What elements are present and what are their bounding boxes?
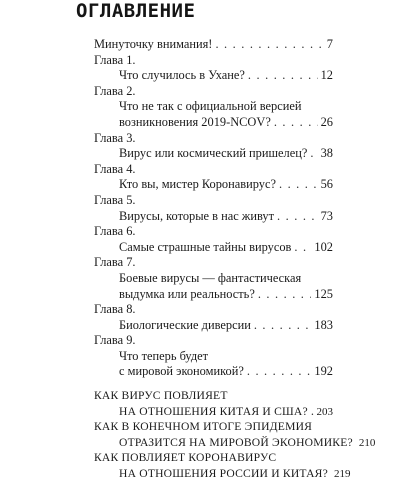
toc-entry-title: КАК В КОНЕЧНОМ ИТОГЕ ЭПИДЕМИЯ: [94, 420, 313, 434]
dot-leader: [310, 146, 317, 162]
toc-page-number: 12: [320, 68, 333, 83]
toc-entry: [94, 37, 333, 53]
toc-entry-title: Кто вы, мистер Коронавирус?: [119, 177, 276, 192]
toc-entry: [94, 68, 333, 84]
toc-entry-title: Минуточку внимания!: [94, 37, 213, 51]
toc-entry-heading: [94, 53, 333, 69]
toc-entry-title: Вирусы, которые в нас живут: [119, 208, 275, 223]
toc-entry-title: ОТРАЗИТСЯ НА МИРОВОЙ ЭКОНОМИКЕ?: [119, 435, 353, 449]
toc-entry-heading: [94, 131, 333, 147]
dot-leader: [215, 37, 323, 53]
toc-entry-title: Глава 9.: [94, 333, 136, 348]
page-title: ОГЛАВЛЕНИЕ: [76, 0, 196, 22]
dot-leader: [274, 115, 318, 131]
toc-entry: [94, 240, 333, 256]
toc-entry: [94, 146, 333, 162]
table-of-contents: [94, 37, 376, 482]
toc-entry-heading: [94, 162, 333, 178]
toc-entry: [94, 209, 333, 225]
toc-entry: [94, 287, 333, 303]
toc-entry-title: НА ОТНОШЕНИЯ РОССИИ И КИТАЯ?: [119, 467, 328, 481]
toc-entry-title: Самые страшные тайны вирусов: [119, 239, 292, 254]
toc-entry-title: Глава 7.: [94, 255, 136, 270]
dot-leader: [248, 68, 318, 84]
toc-entry: [94, 318, 333, 334]
toc-entry-heading: [94, 302, 333, 318]
toc-entry: [94, 466, 351, 482]
toc-entry-heading: [94, 419, 333, 435]
toc-entry-title: Глава 4.: [94, 161, 136, 176]
toc-page-number: 38: [320, 146, 333, 161]
toc-page-number: 210: [358, 436, 376, 449]
toc-entry: [94, 364, 333, 380]
dot-leader: [258, 287, 312, 303]
toc-entry-heading: [94, 333, 333, 349]
toc-entry-title: Глава 6.: [94, 224, 136, 239]
toc-entry-heading: [94, 349, 333, 365]
toc-page-number: 56: [320, 177, 333, 192]
toc-entry-title: выдумка или реальность?: [119, 286, 255, 301]
toc-page-number: 102: [314, 239, 333, 254]
toc-entry-heading: [94, 450, 333, 466]
toc-entry-title: Глава 5.: [94, 192, 136, 207]
toc-entry-heading: [94, 193, 333, 209]
toc-entry: [94, 435, 376, 451]
toc-entry-heading: [94, 255, 333, 271]
dot-leader: [254, 318, 312, 334]
dot-leader: [279, 177, 318, 193]
toc-entry-title: НА ОТНОШЕНИЯ КИТАЯ И США?: [119, 404, 308, 418]
toc-entry-heading: [94, 224, 333, 240]
toc-page-number: 26: [320, 114, 333, 129]
toc-entry-title: с мировой экономикой?: [119, 364, 244, 379]
toc-entry-title: Что не так с официальной версией: [119, 99, 302, 114]
toc-page-number: 203: [316, 405, 333, 418]
toc-entry: [94, 115, 333, 131]
toc-entry-heading: [94, 84, 333, 100]
dot-leader: [294, 240, 311, 256]
toc-entry: [94, 404, 333, 420]
toc-page-number: 183: [314, 317, 333, 332]
toc-entry-title: Что случилось в Ухане?: [119, 68, 245, 83]
toc-entry-heading: [94, 271, 333, 287]
toc-entry-title: Глава 2.: [94, 83, 136, 98]
toc-entry-heading: [94, 388, 333, 404]
toc-entry-heading: [94, 99, 333, 115]
toc-entry-title: Вирус или космический пришелец?: [119, 146, 308, 161]
toc-entry-title: Боевые вирусы — фантастическая: [119, 270, 302, 285]
toc-page-number: 7: [326, 37, 333, 51]
toc-entry-title: Глава 8.: [94, 302, 136, 317]
dot-leader: [247, 364, 312, 380]
toc-page-number: 219: [333, 468, 351, 481]
toc-entry-title: Биологические диверсии: [119, 317, 251, 332]
toc-entry-title: возникновения 2019-NCOV?: [119, 114, 271, 129]
toc-entry-title: КАК ПОВЛИЯЕТ КОРОНАВИРУС: [94, 451, 277, 465]
toc-entry: [94, 177, 333, 193]
toc-entry-title: Глава 3.: [94, 130, 136, 145]
dot-leader: [277, 209, 318, 225]
toc-entry-title: КАК ВИРУС ПОВЛИЯЕТ: [94, 389, 228, 403]
dot-leader: [311, 404, 314, 420]
toc-page-number: 73: [320, 208, 333, 223]
toc-page-number: 192: [314, 364, 333, 379]
toc-page-number: 125: [314, 286, 333, 301]
toc-entry-title: Глава 1.: [94, 52, 136, 67]
toc-entry-title: Что теперь будет: [119, 348, 209, 363]
